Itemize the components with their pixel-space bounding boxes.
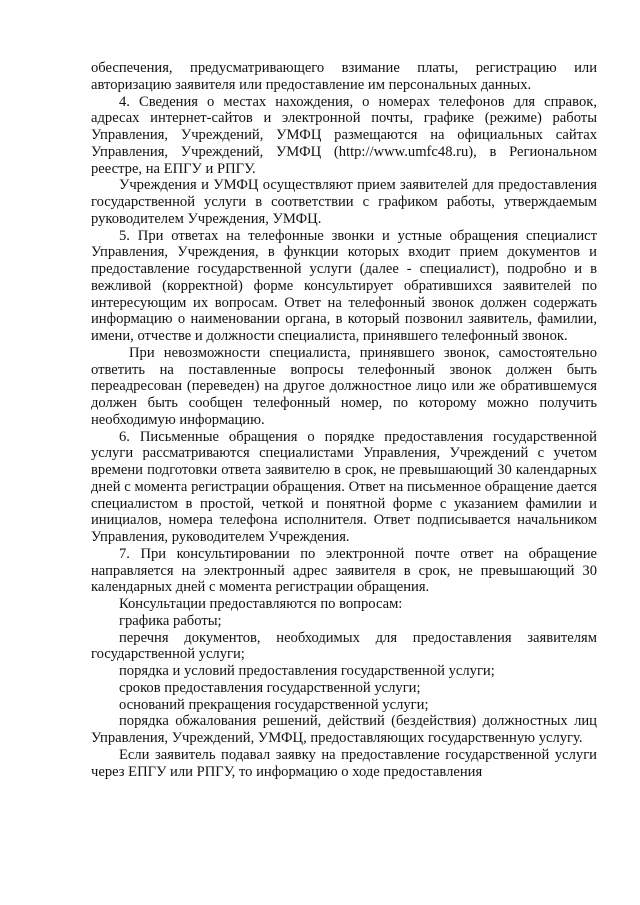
list-item: графика работы; <box>119 612 222 629</box>
document-page <box>91 60 597 780</box>
paragraph-reception: Учреждения и УМФЦ осуществляют прием заявителей для предоставления государственной услуги в соответствии с графиком работы, утверждаемым руководителем Учреждения, УМФЦ. <box>91 177 597 227</box>
list-item: перечня документов, необходимых для предоставления заявителям государственной услуги; <box>91 629 597 663</box>
paragraph-item-5: 5. При ответах на телефонные звонки и устные обращения специалист Управления, Учреждения, в функции которых входит прием документов и предоставление государственной услуги (далее - специалист), подробно и в вежливой (корректной) форме консультирует обратившихся заявителей по интересующим их вопросам. Ответ на телефонный звонок должен содержать информацию о наименовании органа, в который позвонил заявитель, фамилии, имени, отчестве и должности специалиста, принявшего телефонный звонок. <box>91 227 597 344</box>
list-item: порядка обжалования решений, действий (бездействия) должностных лиц Управления, Учреждений, УМФЦ, предоставляющих государственную услугу. <box>91 713 597 746</box>
list-item: порядка и условий предоставления государственной услуги; <box>119 663 495 679</box>
paragraph-epgu: Если заявитель подавал заявку на предоставление государственной услуги через ЕПГУ или РПГУ, то информацию о ходе предоставления <box>91 746 597 780</box>
paragraph-redirect: При невозможности специалиста, принявшего звонок, самостоятельно ответить на поставленные вопросы телефонный звонок должен быть переадресован (переведен) на другое должностное лицо или же обратившемуся должен быть сообщен телефонный номер, по которому можно получить необходимую информацию. <box>91 344 597 428</box>
paragraph-item-7: 7. При консультировании по электронной почте ответ на обращение направляется на электронный адрес заявителя в срок, не превышающий 30 календарных дней с момента регистрации обращения. <box>91 545 597 596</box>
list-item: оснований прекращения государственной услуги; <box>119 696 429 713</box>
paragraph-item-6: 6. Письменные обращения о порядке предоставления государственной услуги рассматриваются специалистами Управления, Учреждений с учетом времени подготовки ответа заявителю в срок, не превышающий 30 календарных дней с момента регистрации обращения. Ответ на письменное обращение дается специалистом в простой, четкой и понятной форме с указанием фамилии и инициалов, номера телефона исполнителя. Ответ подписывается начальником Управления, руководителем Учреждения. <box>91 428 597 545</box>
paragraph-consultation-intro: Консультации предоставляются по вопросам: <box>119 596 403 612</box>
list-item: сроков предоставления государственной услуги; <box>119 679 421 696</box>
paragraph-item-4: 4. Сведения о местах нахождения, о номерах телефонов для справок, адресах интернет-сайтов и электронной почты, графике (режиме) работы Управления, Учреждений, УМФЦ размещаются на официальных сайтах Управления, Учреждений, УМФЦ (http://www.umfc48.ru), в Региональном реестре, на ЕПГУ и РПГУ. <box>91 93 597 177</box>
paragraph-continuation: обеспечения, предусматривающего взимание платы, регистрацию или авторизацию заявителя или предоставление им персональных данных. <box>91 60 597 93</box>
